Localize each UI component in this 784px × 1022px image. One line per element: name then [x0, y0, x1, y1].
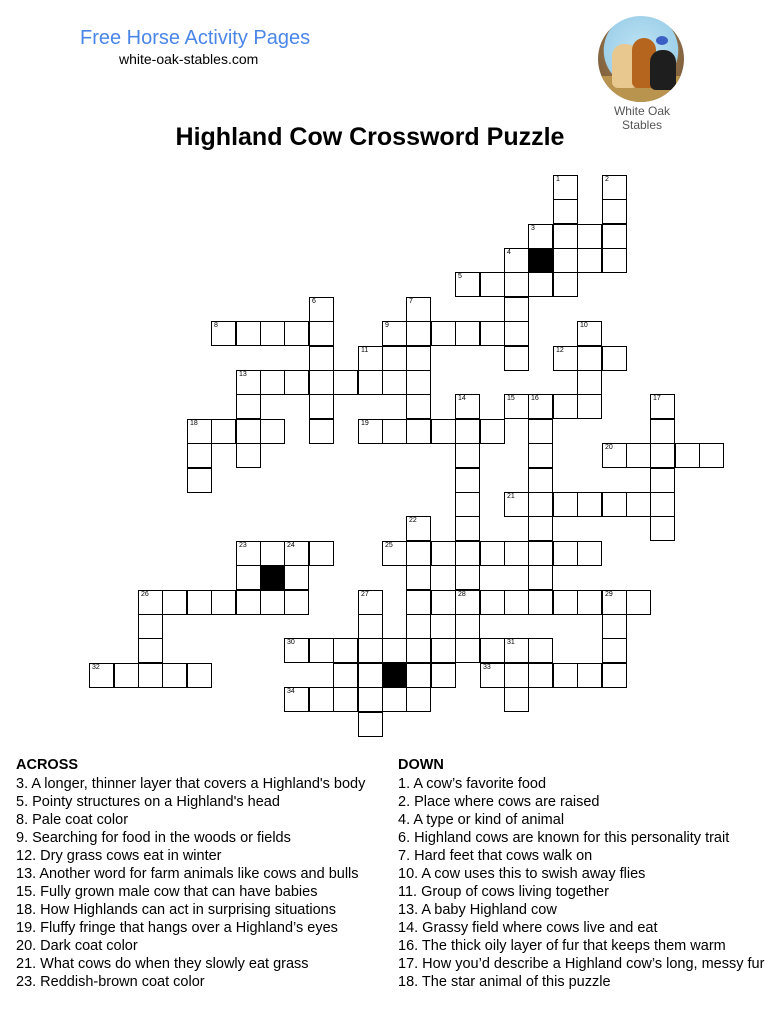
crossword-cell[interactable]	[577, 370, 602, 395]
crossword-cell[interactable]	[650, 516, 675, 541]
crossword-cell[interactable]	[577, 346, 602, 371]
crossword-cell[interactable]	[553, 492, 578, 517]
crossword-cell[interactable]	[358, 663, 383, 688]
crossword-cell[interactable]	[553, 590, 578, 615]
crossword-cell[interactable]	[260, 321, 285, 346]
clue-number: 21	[507, 493, 515, 500]
crossword-cell[interactable]	[358, 590, 383, 615]
clue-number: 30	[287, 639, 295, 646]
crossword-cell[interactable]	[602, 248, 627, 273]
black-cell	[260, 565, 285, 590]
crossword-cell[interactable]	[626, 443, 651, 468]
crossword-cell[interactable]	[236, 541, 261, 566]
across-clue: 12. Dry grass cows eat in winter	[16, 848, 222, 864]
clue-number: 9	[385, 322, 389, 329]
crossword-cell[interactable]	[528, 394, 553, 419]
crossword-cell[interactable]	[114, 663, 139, 688]
crossword-cell[interactable]	[626, 492, 651, 517]
crossword-cell[interactable]	[333, 663, 358, 688]
crossword-cell[interactable]	[382, 541, 407, 566]
clue-number: 26	[141, 591, 149, 598]
crossword-cell[interactable]	[602, 492, 627, 517]
logo	[596, 16, 688, 132]
crossword-cell[interactable]	[650, 492, 675, 517]
crossword-cell[interactable]	[309, 419, 334, 444]
crossword-cell[interactable]	[406, 565, 431, 590]
crossword-cell[interactable]	[358, 370, 383, 395]
crossword-cell[interactable]	[602, 175, 627, 200]
across-clue: 18. How Highlands can act in surprising situations	[16, 902, 336, 918]
across-heading: ACROSS	[16, 757, 79, 773]
crossword-cell[interactable]	[626, 590, 651, 615]
clue-number: 8	[214, 322, 218, 329]
clue-number: 22	[409, 517, 417, 524]
crossword-cell[interactable]	[236, 565, 261, 590]
down-clue: 7. Hard feet that cows walk on	[398, 848, 593, 864]
crossword-cell[interactable]	[455, 492, 480, 517]
crossword-cell[interactable]	[504, 590, 529, 615]
crossword-cell[interactable]	[480, 541, 505, 566]
crossword-cell[interactable]	[382, 321, 407, 346]
down-clues	[398, 756, 764, 991]
crossword-cell[interactable]	[480, 663, 505, 688]
crossword-cell[interactable]	[138, 590, 163, 615]
clue-number: 25	[385, 542, 393, 549]
crossword-cell[interactable]	[602, 443, 627, 468]
crossword-cell[interactable]	[455, 516, 480, 541]
clue-number: 31	[507, 639, 515, 646]
crossword-cell[interactable]	[406, 516, 431, 541]
crossword-cell[interactable]	[431, 590, 456, 615]
across-clue: 15. Fully grown male cow that can have babies	[16, 884, 318, 900]
crossword-cell[interactable]	[382, 638, 407, 663]
clue-number: 34	[287, 688, 295, 695]
crossword-cell[interactable]	[260, 370, 285, 395]
crossword-cell[interactable]	[480, 590, 505, 615]
crossword-cell[interactable]	[577, 541, 602, 566]
crossword-cell[interactable]	[504, 346, 529, 371]
clue-number: 28	[458, 591, 466, 598]
crossword-cell[interactable]	[602, 663, 627, 688]
crossword-cell[interactable]	[602, 614, 627, 639]
crossword-cell[interactable]	[187, 443, 212, 468]
crossword-cell[interactable]	[309, 346, 334, 371]
down-list	[398, 775, 764, 991]
clue-number: 3	[531, 225, 535, 232]
crossword-cell[interactable]	[528, 516, 553, 541]
crossword-cell[interactable]	[333, 687, 358, 712]
crossword-cell[interactable]	[553, 394, 578, 419]
crossword-cell[interactable]	[455, 614, 480, 639]
crossword-cell[interactable]	[138, 614, 163, 639]
crossword-cell[interactable]	[406, 370, 431, 395]
crossword-cell[interactable]	[236, 321, 261, 346]
clue-number: 14	[458, 395, 466, 402]
crossword-cell[interactable]	[284, 321, 309, 346]
crossword-cell[interactable]	[406, 419, 431, 444]
site-url[interactable]: white-oak-stables.com	[119, 51, 259, 67]
crossword-cell[interactable]	[480, 638, 505, 663]
crossword-cell[interactable]	[406, 687, 431, 712]
crossword-cell[interactable]	[333, 370, 358, 395]
crossword-cell[interactable]	[602, 590, 627, 615]
crossword-cell[interactable]	[455, 321, 480, 346]
crossword-cell[interactable]	[455, 565, 480, 590]
clue-number: 11	[361, 347, 369, 354]
crossword-cell[interactable]	[577, 248, 602, 273]
crossword-cell[interactable]	[480, 272, 505, 297]
crossword-cell[interactable]	[455, 638, 480, 663]
crossword-cell[interactable]	[528, 224, 553, 249]
crossword-cell[interactable]	[699, 443, 724, 468]
crossword-cell[interactable]	[455, 468, 480, 493]
crossword-cell[interactable]	[162, 590, 187, 615]
crossword-cell[interactable]	[260, 541, 285, 566]
clue-number: 24	[287, 542, 295, 549]
across-list	[16, 775, 365, 991]
crossword-cell[interactable]	[358, 419, 383, 444]
clue-number: 19	[361, 420, 369, 427]
crossword-cell[interactable]	[260, 419, 285, 444]
across-clue: 13. Another word for farm animals like cows and bulls	[16, 866, 359, 882]
clue-number: 20	[605, 444, 613, 451]
down-clue: 11. Group of cows living together	[398, 884, 609, 900]
crossword-cell[interactable]	[577, 321, 602, 346]
crossword-cell[interactable]	[236, 370, 261, 395]
crossword-cell[interactable]	[236, 419, 261, 444]
clue-number: 15	[507, 395, 515, 402]
crossword-cell[interactable]	[553, 346, 578, 371]
crossword-cell[interactable]	[553, 248, 578, 273]
crossword-cell[interactable]	[284, 638, 309, 663]
crossword-cell[interactable]	[406, 541, 431, 566]
crossword-cell[interactable]	[528, 663, 553, 688]
crossword-cell[interactable]	[504, 394, 529, 419]
down-clue: 18. The star animal of this puzzle	[398, 974, 611, 990]
clue-number: 12	[556, 347, 564, 354]
crossword-cell[interactable]	[211, 590, 236, 615]
crossword-cell[interactable]	[602, 346, 627, 371]
crossword-cell[interactable]	[284, 541, 309, 566]
crossword-cell[interactable]	[577, 590, 602, 615]
clue-number: 32	[92, 664, 100, 671]
across-clues	[16, 756, 365, 991]
crossword-cell[interactable]	[431, 663, 456, 688]
crossword-cell[interactable]	[309, 687, 334, 712]
crossword-cell[interactable]	[504, 541, 529, 566]
down-clue: 17. How you’d describe a Highland cow’s long, messy fur	[398, 956, 765, 972]
across-clue: 9. Searching for food in the woods or fields	[16, 830, 291, 846]
crossword-cell[interactable]	[431, 638, 456, 663]
crossword-cell[interactable]	[309, 297, 334, 322]
crossword-cell[interactable]	[431, 321, 456, 346]
crossword-cell[interactable]	[284, 565, 309, 590]
crossword-cell[interactable]	[553, 199, 578, 224]
crossword-cell[interactable]	[504, 638, 529, 663]
clue-number: 5	[458, 273, 462, 280]
crossword-cell[interactable]	[406, 663, 431, 688]
clue-number: 18	[190, 420, 198, 427]
crossword-cell[interactable]	[650, 419, 675, 444]
crossword-cell[interactable]	[650, 394, 675, 419]
crossword-cell[interactable]	[406, 638, 431, 663]
across-clue: 19. Fluffy fringe that hangs over a Highland’s eyes	[16, 920, 338, 936]
across-clue: 3. A longer, thinner layer that covers a Highland's body	[16, 776, 366, 792]
crossword-cell[interactable]	[187, 590, 212, 615]
crossword-cell[interactable]	[480, 419, 505, 444]
crossword-cell[interactable]	[528, 468, 553, 493]
crossword-cell[interactable]	[553, 175, 578, 200]
down-clue: 14. Grassy field where cows live and eat	[398, 920, 658, 936]
clue-number: 27	[361, 591, 369, 598]
logo-text: White Oak Stables	[613, 104, 670, 132]
clue-number: 17	[653, 395, 661, 402]
crossword-cell[interactable]	[187, 468, 212, 493]
crossword-cell[interactable]	[162, 663, 187, 688]
crossword-cell[interactable]	[309, 638, 334, 663]
crossword-cell[interactable]	[333, 638, 358, 663]
crossword-cell[interactable]	[138, 663, 163, 688]
crossword-cell[interactable]	[187, 419, 212, 444]
clue-number: 7	[409, 298, 413, 305]
down-clue: 13. A baby Highland cow	[398, 902, 557, 918]
crossword-cell[interactable]	[236, 443, 261, 468]
down-clue: 4. A type or kind of animal	[398, 812, 565, 828]
crossword-cell[interactable]	[236, 394, 261, 419]
crossword-cell[interactable]	[406, 321, 431, 346]
crossword-cell[interactable]	[211, 419, 236, 444]
crossword-cell[interactable]	[528, 443, 553, 468]
crossword-cell[interactable]	[528, 272, 553, 297]
crossword-cell[interactable]	[455, 272, 480, 297]
crossword-cell[interactable]	[309, 321, 334, 346]
black-cell	[382, 663, 407, 688]
crossword-cell[interactable]	[260, 590, 285, 615]
clue-number: 16	[531, 395, 539, 402]
site-title[interactable]: Free Horse Activity Pages	[80, 27, 311, 49]
crossword-cell[interactable]	[553, 224, 578, 249]
clue-number: 13	[239, 371, 247, 378]
down-clue: 10. A cow uses this to swish away flies	[398, 866, 646, 882]
crossword-cell[interactable]	[455, 590, 480, 615]
across-clue: 5. Pointy structures on a Highland's head	[16, 794, 280, 810]
crossword-cell[interactable]	[89, 663, 114, 688]
crossword-cell[interactable]	[553, 541, 578, 566]
clue-number: 33	[483, 664, 491, 671]
crossword-cell[interactable]	[650, 443, 675, 468]
crossword-cell[interactable]	[358, 346, 383, 371]
across-clue: 8. Pale coat color	[16, 812, 129, 828]
page-title: Highland Cow Crossword Puzzle	[175, 123, 565, 151]
crossword-cell[interactable]	[504, 248, 529, 273]
crossword-cell[interactable]	[138, 638, 163, 663]
crossword-cell[interactable]	[675, 443, 700, 468]
crossword-cell[interactable]	[528, 638, 553, 663]
crossword-cell[interactable]	[602, 199, 627, 224]
crossword-cell[interactable]	[577, 224, 602, 249]
crossword-cell[interactable]	[528, 541, 553, 566]
crossword-cell[interactable]	[382, 370, 407, 395]
crossword-cell[interactable]	[211, 321, 236, 346]
crossword-cell[interactable]	[504, 272, 529, 297]
clue-number: 1	[556, 176, 560, 183]
crossword-cell[interactable]	[504, 663, 529, 688]
crossword-cell[interactable]	[406, 297, 431, 322]
crossword-cell[interactable]	[406, 614, 431, 639]
crossword-cell[interactable]	[236, 590, 261, 615]
crossword-cell[interactable]	[455, 419, 480, 444]
crossword-cell[interactable]	[406, 394, 431, 419]
crossword-cell[interactable]	[577, 663, 602, 688]
clue-number: 6	[312, 298, 316, 305]
clue-number: 10	[580, 322, 588, 329]
crossword-cell[interactable]	[358, 638, 383, 663]
crossword-cell[interactable]	[528, 419, 553, 444]
crossword-cell[interactable]	[358, 712, 383, 737]
crossword-cell[interactable]	[431, 541, 456, 566]
crossword-cell[interactable]	[455, 394, 480, 419]
crossword-cell[interactable]	[504, 492, 529, 517]
crossword-cell[interactable]	[358, 614, 383, 639]
crossword-cell[interactable]	[577, 492, 602, 517]
crossword-cell[interactable]	[504, 321, 529, 346]
down-clue: 2. Place where cows are raised	[398, 794, 600, 810]
crossword-cell[interactable]	[553, 272, 578, 297]
down-clue: 1. A cow’s favorite food	[398, 776, 547, 792]
crossword-cell[interactable]	[382, 419, 407, 444]
crossword-cell[interactable]	[455, 443, 480, 468]
crossword-cell[interactable]	[382, 346, 407, 371]
crossword-cell[interactable]	[406, 346, 431, 371]
crossword-cell[interactable]	[602, 638, 627, 663]
across-clue: 20. Dark coat color	[16, 938, 138, 954]
crossword-cell[interactable]	[309, 541, 334, 566]
crossword-cell[interactable]	[406, 590, 431, 615]
crossword-cell[interactable]	[553, 663, 578, 688]
crossword-cell[interactable]	[602, 224, 627, 249]
across-clue: 21. What cows do when they slowly eat grass	[16, 956, 309, 972]
across-clue: 23. Reddish-brown coat color	[16, 974, 205, 990]
crossword-cell[interactable]	[358, 687, 383, 712]
down-clue: 6. Highland cows are known for this personality trait	[398, 830, 730, 846]
crossword-cell[interactable]	[528, 492, 553, 517]
clue-number: 23	[239, 542, 247, 549]
crossword-cell[interactable]	[309, 370, 334, 395]
clue-number: 4	[507, 249, 511, 256]
crossword-cell[interactable]	[504, 297, 529, 322]
crossword-cell[interactable]	[187, 663, 212, 688]
crossword-cell[interactable]	[382, 687, 407, 712]
down-clue: 16. The thick oily layer of fur that keeps them warm	[398, 938, 726, 954]
logo-horses-icon	[598, 16, 684, 102]
crossword-cell[interactable]	[480, 321, 505, 346]
crossword-cell[interactable]	[309, 394, 334, 419]
crossword-cell[interactable]	[284, 590, 309, 615]
crossword-cell[interactable]	[577, 394, 602, 419]
crossword-cell[interactable]	[528, 565, 553, 590]
black-cell	[528, 248, 553, 273]
down-heading: DOWN	[398, 757, 444, 773]
crossword-cell[interactable]	[284, 687, 309, 712]
clue-number: 2	[605, 176, 609, 183]
crossword-cell[interactable]	[504, 687, 529, 712]
crossword-cell[interactable]	[455, 541, 480, 566]
crossword-cell[interactable]	[284, 370, 309, 395]
clue-number: 29	[605, 591, 613, 598]
crossword-cell[interactable]	[650, 468, 675, 493]
crossword-cell[interactable]	[431, 419, 456, 444]
crossword-cell[interactable]	[528, 590, 553, 615]
